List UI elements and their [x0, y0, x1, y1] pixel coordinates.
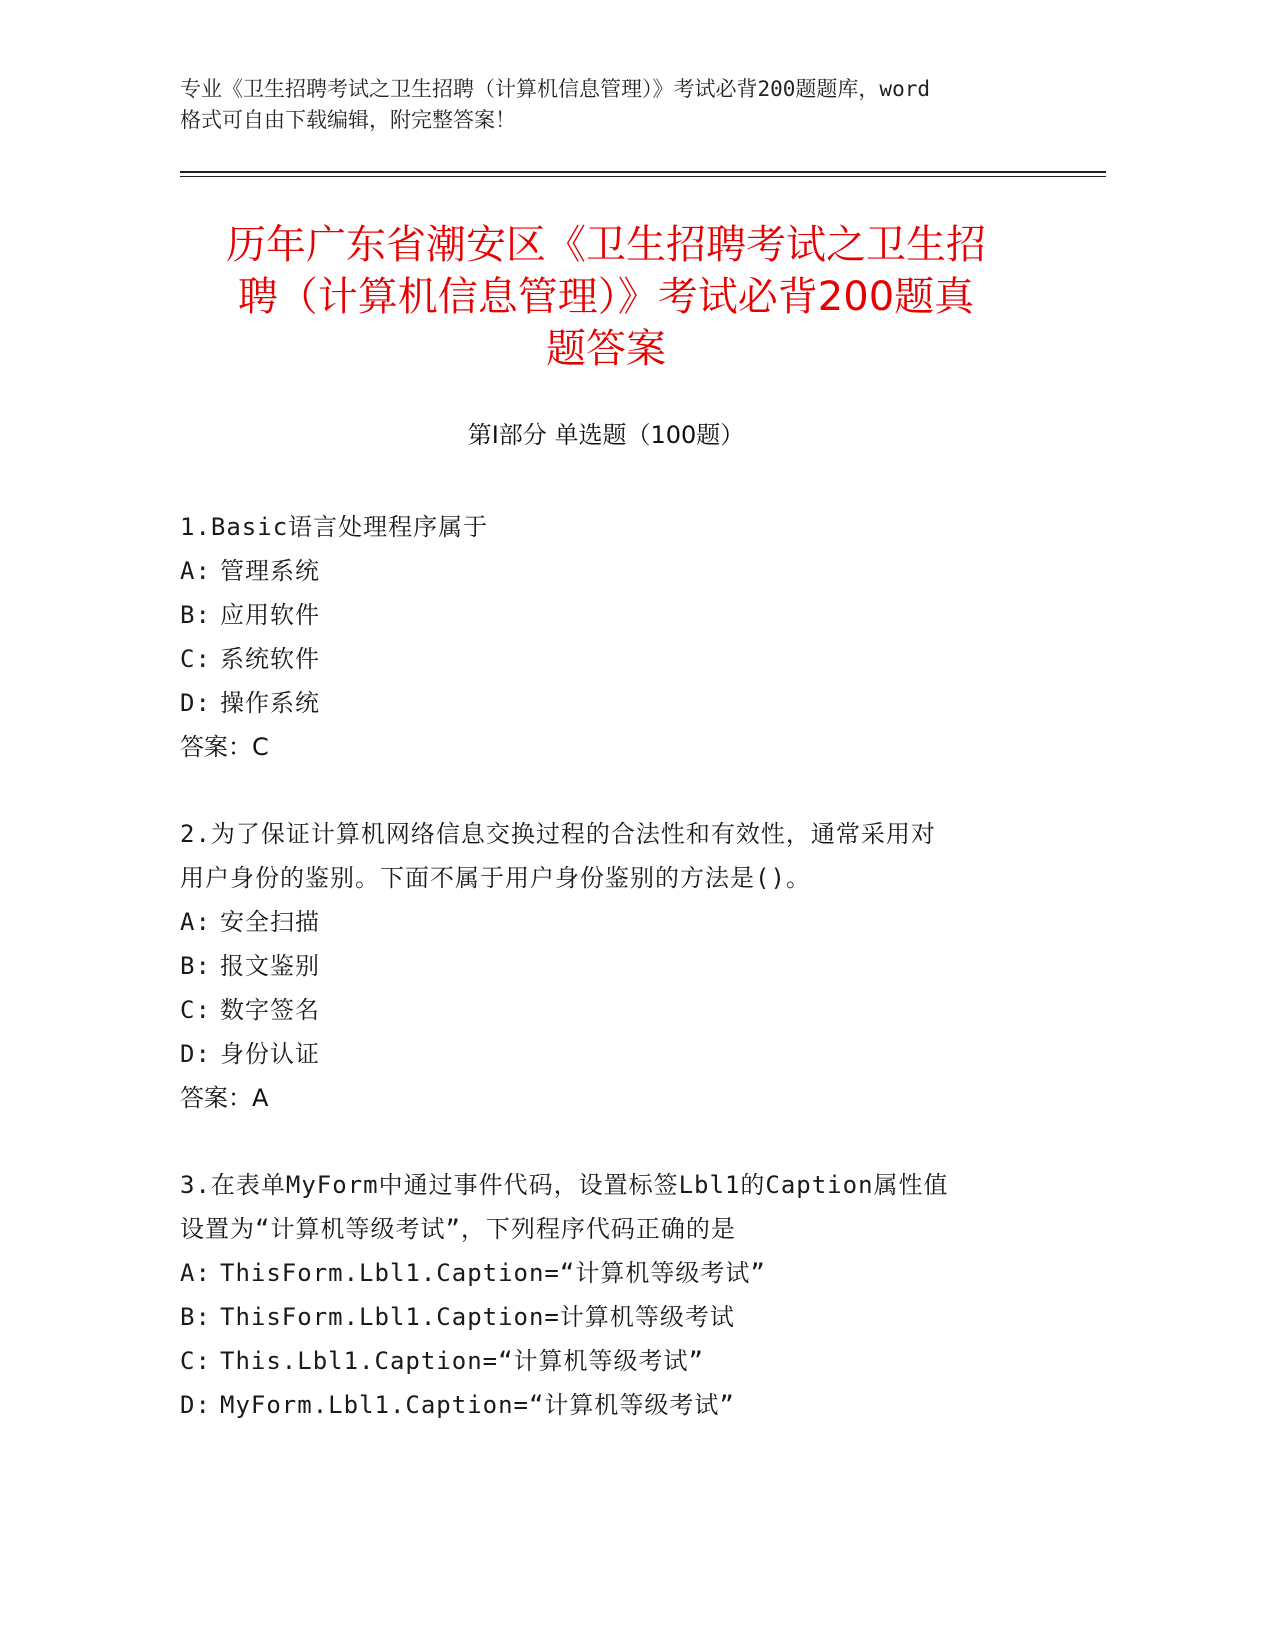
option-text: 应用软件: [220, 601, 320, 629]
option-a: [180, 549, 1030, 593]
option-letter: B:: [180, 1303, 211, 1331]
question-text-line-1: 2.为了保证计算机网络信息交换过程的合法性和有效性，通常采用对: [180, 820, 936, 848]
option-text: 报文鉴别: [220, 952, 320, 980]
option-d: [180, 1032, 1030, 1076]
option-a: [180, 1251, 1030, 1295]
question-list: [180, 505, 1030, 1470]
option-d: [180, 1383, 1030, 1427]
answer-line: 答案：A: [180, 1084, 269, 1112]
option-text: ThisForm.Lbl1.Caption=计算机等级考试: [220, 1303, 735, 1331]
question-text: 1.Basic语言处理程序属于: [180, 513, 489, 541]
question-text-line-1: 3.在表单MyForm中通过事件代码，设置标签Lbl1的Caption属性值: [180, 1171, 949, 1199]
question-2: [180, 812, 1030, 1120]
question-1: [180, 505, 1030, 769]
option-letter: D:: [180, 1040, 211, 1068]
option-b: [180, 593, 1030, 637]
option-text: 数字签名: [220, 996, 320, 1024]
option-letter: A:: [180, 908, 211, 936]
document-title-line-1: 历年广东省潮安区《卫生招聘考试之卫生招: [226, 222, 986, 268]
header-divider-thin: [180, 176, 1106, 177]
option-text: MyForm.Lbl1.Caption=“计算机等级考试”: [220, 1391, 735, 1419]
header-note: [180, 74, 1060, 136]
option-text: 操作系统: [220, 689, 320, 717]
option-letter: A:: [180, 1259, 211, 1287]
section-title: 第Ⅰ部分 单选题（100题）: [467, 421, 745, 449]
question-3: [180, 1163, 1030, 1427]
option-letter: A:: [180, 557, 211, 585]
option-a: [180, 900, 1030, 944]
option-c: [180, 1339, 1030, 1383]
option-c: [180, 988, 1030, 1032]
document-title-line-2: 聘（计算机信息管理）》考试必背200题真: [237, 274, 975, 320]
option-b: [180, 944, 1030, 988]
option-letter: B:: [180, 601, 211, 629]
document-title-line-3: 题答案: [546, 326, 666, 372]
option-letter: D:: [180, 1391, 211, 1419]
option-text: 管理系统: [220, 557, 320, 585]
option-letter: C:: [180, 645, 211, 673]
option-letter: C:: [180, 1347, 211, 1375]
header-note-line-1: 专业《卫生招聘考试之卫生招聘（计算机信息管理）》考试必背200题题库，word: [180, 77, 930, 101]
option-d: [180, 681, 1030, 725]
option-text: 系统软件: [220, 645, 320, 673]
option-text: ThisForm.Lbl1.Caption=“计算机等级考试”: [220, 1259, 766, 1287]
answer-line: 答案：C: [180, 733, 269, 761]
option-letter: D:: [180, 689, 211, 717]
option-text: 身份认证: [220, 1040, 320, 1068]
option-text: This.Lbl1.Caption=“计算机等级考试”: [220, 1347, 704, 1375]
document-title: [180, 219, 1032, 375]
question-text-line-2: 用户身份的鉴别。下面不属于用户身份鉴别的方法是()。: [180, 864, 811, 892]
option-text: 安全扫描: [220, 908, 320, 936]
option-b: [180, 1295, 1030, 1339]
option-c: [180, 637, 1030, 681]
question-text-line-2: 设置为“计算机等级考试”，下列程序代码正确的是: [180, 1215, 736, 1243]
header-divider-thick: [180, 171, 1106, 173]
header-note-line-2: 格式可自由下载编辑，附完整答案！: [180, 108, 516, 132]
option-letter: C:: [180, 996, 211, 1024]
option-letter: B:: [180, 952, 211, 980]
